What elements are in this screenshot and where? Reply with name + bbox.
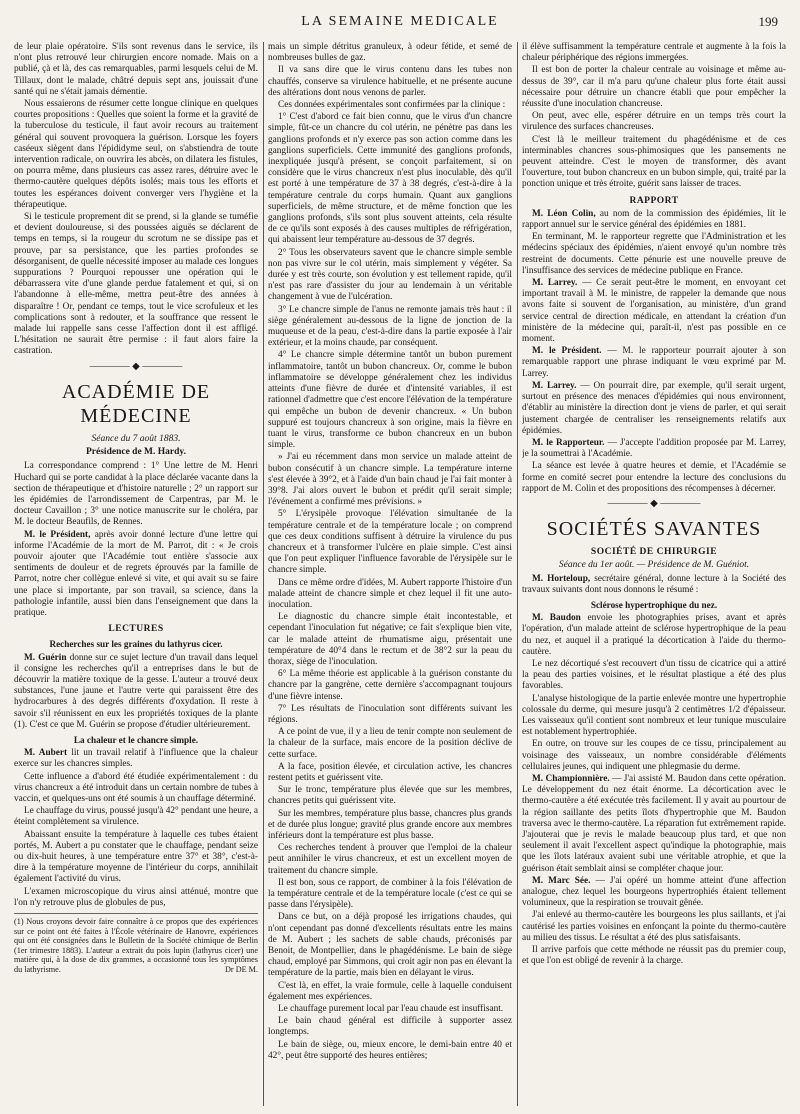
speaker-name: M. Larrey. xyxy=(532,380,577,391)
speaker-name: M. le Président, xyxy=(24,529,91,540)
column-left xyxy=(14,42,258,1106)
speech-text: lit un travail relatif à l'influence que la chaleur exerce sur les chancres simples. xyxy=(14,748,258,770)
paragraph: 7° Les résultats de l'inoculation sont différents suivant les régions. xyxy=(268,703,512,725)
paragraph: il élève suffisamment la température centrale et augmente à la fois la chaleur périphérique des régions immergées. xyxy=(522,42,786,64)
speaker-name: M. Aubert xyxy=(24,748,68,759)
paragraph xyxy=(522,438,786,460)
paragraph xyxy=(522,278,786,345)
paragraph: Dans ce but, on a déjà proposé les irrigations chaudes, qui n'ont cependant pas donné d'excellents résultats entre les mains de M. Aubert ; les sachets de sable chauds, préconisés par Benoit, de Montpellier, dans le phagédénisme. Le bain de siège chaud, employé par Simmons, qui croit agir non pas en élevant la température de la partie, mais bien en délayant le virus. xyxy=(268,912,512,979)
paragraph xyxy=(14,530,258,620)
paragraph: de leur plaie opératoire. S'ils sont revenus dans le service, ils n'ont plus retrouvé leur chirurgien encore nomade. Mais on a publié, çà et là, des cas remarquables, parmi lesquels celui de M. Tillaux, dont le malade, châtré depuis sept ans, jouissait d'une santé qui ne s'était jamais démentie. xyxy=(14,42,258,97)
paragraph: 6° La même théorie est applicable à la guérison constante du chancre par la gangrène, cette dernière s'accompagnant toujours d'une fièvre intense. xyxy=(268,669,512,702)
paragraph: Si le testicule proprement dit se prend, si la glande se tuméfie et devient douloureuse, si des poussées aiguës se déclarent de temps en temps, si la rougeur du scrotum ne se dissipe pas et prouve, par sa persistance, que les parties profondes se désorganisent, de quelle nécessité imposer au malade ces longues suppurations ? Pourquoi repousser une opération qui le débarrassera vite d'une glande perdue fatalement et qui, si on l'abandonne à elle-même, mettra peut-être des années à disparaître ! Or, pendant ce temps, tout le vice scrofuleux et les complications sont à redouter, et la souffrance que ressent le malade lui rappelle sans cesse l'affection dont il est affligé. L'hésitation ne saurait être permise : il faut alors faire la castration. xyxy=(14,212,258,357)
paragraph: mais un simple détritus granuleux, à odeur fétide, et semé de nombreuses bulles de gaz. xyxy=(268,42,512,64)
subheading-sclerose: Sclérose hypertrophique du nez. xyxy=(590,599,718,610)
paragraph xyxy=(522,613,786,658)
paragraph xyxy=(522,876,786,910)
paragraph: Le chauffage purement local par l'eau chaude est insuffisant. xyxy=(278,1004,504,1015)
paragraph: L'analyse histologique de la partie enlevée montre une hypertrophie colossale du derme, qui mesure jusqu'à 2 centimètres 1/2 d'épaisseur. Les vaisseaux qu'il contient sont nombreux et leur tunique musculaire est notablement hypertrophiée. xyxy=(522,693,786,738)
paragraph: 4° Le chancre simple détermine tantôt un bubon purement inflammatoire, tantôt un bubon chancreux. Or, comme le bubon inflammatoire se développe généralement chez les individus atteints d'une fièvre de durée et d'intensité variables, il est rationnel d'admettre que c'est encore l'élévation de la température qui empêche un bubon de devenir chancreux. « Un bubon suppuré est toujours chancreux à son origine, mais la fièvre en tuant le virus, transforme ce bubon chancreux en un bubon simple. xyxy=(268,350,512,451)
journal-title: LA SEMAINE MEDICALE xyxy=(301,14,499,29)
subheading-chaleur: La chaleur et le chancre simple. xyxy=(73,734,199,745)
seance-date: Séance du 7 août 1883. xyxy=(91,433,181,444)
speech-text: — J'ai assisté M. Baudon dans cette opération. Le développement du nez était énorme. La décortication avec le thermo-cautère a été exécutée très facilement. Il y avait au pourtour de la région saillante des petits îlots d'hypertrophie que M. Baudon traversa avec le thermo-cautère. La réparation fut extrêmement rapide. J'ajouterai que je revis le malade beaucoup plus tard, et que non seulement il avait l'excellent aspect qu'indique la photographie, mais que les îlots latéraux avaient subi une véritable atrophie, et que la guérison était semblait ainsi se compléter chaque jour. xyxy=(522,773,786,874)
speaker-name: M. Larrey. xyxy=(532,278,578,289)
speaker-name: M. le Président. xyxy=(532,346,602,357)
speaker-name: M. Léon Colin, xyxy=(532,208,596,219)
paragraph xyxy=(522,346,786,380)
paragraph: Abaissant ensuite la température à laquelle ces tubes étaient portés, M. Aubert a pu constater que le chauffage, pendant seize ou dix-huit heures, à une température entre 37° et 38°, c'est-à-dire à la température moyenne de l'intérieur du corps, annihilait également l'activité du virus. xyxy=(14,829,258,885)
paragraph: Nous essaierons de résumer cette longue clinique en quelques courtes propositions : Quelles que soient la forme et la gravité de la tuberculose du testicule, il faut avoir recours au traitement général qui souvent provoquera la guérison. Lorsque les foyers caséeux siègent dans l'épididyme seul, on s'abstiendra de toute intervention radicale, on ouvrira les abcès, on dilatera les fistules, on pourra même, dans plusieurs cas assez rares, détruire avec le thermo-cautère quelques dépôts isolés; mais tous les efforts et toutes les espérances doivent converger vers l'hygiène et la thérapeutique. xyxy=(14,99,258,210)
speaker-name: M. Marc Sée. xyxy=(532,875,591,886)
speech-text: donne sur ce sujet lecture d'un travail dans lequel il consigne les recherches qu'il a entreprises dans le but de découvrir la matière toxique de la gesse. L'auteur a trouvé deux substances, l'une jaune et l'autre verte qui paraissent être des hydrocarbures à des degrés différents d'oxydation. Il reste à savoir s'il réunissent en eux les propriétés toxiques de la plante (1). C'est ce que M. Guérin se propose d'étudier ultérieurement. xyxy=(14,652,258,730)
section-title-societes: SOCIÉTÉS SAVANTES xyxy=(546,518,762,541)
subheading-rapport: RAPPORT xyxy=(629,195,679,206)
paragraph: On peut, avec elle, espérer détruire en un temps très court la virulence des surfaces chancreuses. xyxy=(522,111,786,133)
paragraph: Le bain chaud général est difficile à supporter assez longtemps. xyxy=(268,1016,512,1038)
paragraph: Le nez décortiqué s'est recouvert d'un tissu de cicatrice qui a attiré la peau des parties voisines, et le résultat plastique a été des plus favorables. xyxy=(522,658,786,692)
paragraph xyxy=(522,774,786,875)
paragraph: Il est bon de porter la chaleur centrale au voisinage et même au-dessus de 39°, car il m'a paru qu'une chaleur plus forte était aussi nécessaire pour détruire un chancre établi que pour empêcher la réussite d'une inoculation chancreuse. xyxy=(522,65,786,110)
speech-text: après avoir donné lecture d'une lettre qui informe l'Académie de la mort de M. Parrot, dit : « Je crois pouvoir ajouter que l'Académie tout entière s'associe aux sentiments de douleur et de regrets éprouvés par la famille de Parrot, notre cher collègue enlevé si vite, et qui avait su se faire une place si importante, par son travail, sa science, dans la pathologie infantile, aussi bien dans l'enseignement que dans la pratique. xyxy=(14,529,258,618)
section-divider: ———— ◆ ———— xyxy=(607,497,701,509)
paragraph: A ce point de vue, il y a lieu de tenir compte non seulement de la chaleur de la surface, mais encore de la position déclive de cette surface. xyxy=(268,727,512,760)
paragraph xyxy=(14,748,258,770)
speaker-name: M. Championnière. xyxy=(532,773,610,784)
paragraph: Le bain de siège, ou, mieux encore, le demi-bain entre 40 et 42°, peut être supporté des heures entières; xyxy=(268,1039,512,1061)
presidence: Présidence de M. Hardy. xyxy=(86,447,186,458)
paragraph: Dans ce même ordre d'idées, M. Aubert rapporte l'histoire d'un malade atteint de chancre simple et chez lequel il fit une auto-inoculation. xyxy=(268,577,512,610)
speech-text: — J'ai opéré un homme atteint d'une affection analogue, chez lequel les bourgeons hypertrophiés étaient tellement volumineux, que la respiration se trouvait gênée. xyxy=(522,875,786,909)
paragraph: J'ai enlevé au thermo-cautère les bourgeons les plus saillants, et j'ai cautérisé les parties voisines en enfonçant la pointe du thermo-cautère au milieu des tissus. Le résultat a été des plus satisfaisants. xyxy=(522,910,786,943)
speaker-name: M. Guérin xyxy=(24,652,67,663)
text-columns xyxy=(14,42,786,1106)
paragraph: L'examen microscopique du virus ainsi atténué, montre que l'on n'y retrouve plus de globules de pus, xyxy=(14,886,258,908)
paragraph: 5° L'érysipèle provoque l'élévation simultanée de la température centrale et de la température locale ; on comprend que ces deux conditions suffisent à détruire la virulence du pus chancreux et à transformer l'ulcère en plaie simple. C'est ainsi que l'on peut expliquer l'influence favorable de l'érysipèle sur le chancre simple. xyxy=(268,509,512,576)
paragraph: C'est là le meilleur traitement du phagédénisme et de ces interminables chancres sous-phimosiques que les pansements ne peuvent atteindre. C'est le moyen de transformer, dès avant l'ouverture, tout bubon chancreux en un bubon simple, qui, traité par la ponction unique et très étroite, guérit sans laisser de traces. xyxy=(522,134,786,190)
paragraph: La séance est levée à quatre heures et demie, et l'Académie se forme en comité secret pour entendre la lecture des conclusions du rapport de M. Colin et des propositions des récompenses à décerner. xyxy=(522,461,786,494)
speech-text: — M. le rapporteur pourrait ajouter à son remarquable rapport une phrase indiquant le vœu exprimé par M. Larrey. xyxy=(522,346,786,379)
paragraph: Le diagnostic du chancre simple était incontestable, et cependant l'inoculation fut négative; ce fait s'explique bien vite, car le malade atteint de rhumatisme aigu, présentait une température de 40°4 dans le rectum et de 38°2 sur la peau du thorax, siège de l'inoculation. xyxy=(268,612,512,667)
footnote xyxy=(14,913,258,975)
paragraph: La correspondance comprend : 1° Une lettre de M. Henri Huchard qui se porte candidat à la place déclarée vacante dans la section de thérapeutique et d'histoire naturelle ; 2° un rapport sur les épidémies de l'arrondissement de Carpentras, par M. le docteur Cavaillon ; 3° une notice manuscrite sur le choléra, par M. le docteur Beaufils, de Rennes. xyxy=(14,461,258,528)
page-header xyxy=(14,8,786,38)
speaker-name: M. Horteloup, xyxy=(532,573,591,584)
page-number: 199 xyxy=(758,14,778,29)
paragraph: A la face, position élevée, et circulation active, les chancres restent petits et guérissent vite. xyxy=(268,761,512,783)
footnote-signature: Dr DE M. xyxy=(225,964,258,974)
paragraph: Ces données expérimentales sont confirmées par la clinique : xyxy=(278,100,506,111)
speech-text: envoie les photographies prises, avant et après l'opération, d'un malade atteint de sclérose hypertrophique de la peau du nez, et auquel il a pratiqué la décortication à l'aide du thermo-cautère. xyxy=(522,613,786,657)
paragraph: Le chauffage du virus, poussé jusqu'à 42° pendant une heure, a éteint complètement sa virulence. xyxy=(14,806,258,828)
seance-date: Séance du 1er août. — Présidence de M. Guéniot. xyxy=(558,560,750,571)
footnote-text: (1) Nous croyons devoir faire connaître à ce propos que des expériences sur ce point ont été faites à l'École vétérinaire de Hanovre, expériences qui ont été consignées dans le Bulletin de la Société chimique de Berlin (1er trimestre 1883). L'auteur a extrait du pois lupin (lathyrus cicer) une matière qui, à la dose de dix grammes, a occasionné tous les symptômes du lathyrisme. xyxy=(14,917,258,974)
speech-text: au nom de la commission des épidémies, lit le rapport annuel sur le service général des épidémies en 1881. xyxy=(522,208,786,231)
paragraph: Il arrive parfois que cette méthode ne réussit pas du premier coup, et que l'on est obligé de revenir à la charge. xyxy=(522,945,786,967)
paragraph: Il est bon, sous ce rapport, de combiner à la fois l'élévation de la température centrale et de la température locale (c'est ce qui se passe dans l'érysipèle). xyxy=(268,877,512,911)
paragraph: En outre, on trouve sur les coupes de ce tissu, principalement au voisinage des vaisseaux, un nombre considérable d'éléments cellulaires jeunes, qui indiquent une phlegmasie du derme. xyxy=(522,739,786,772)
paragraph: 1° C'est d'abord ce fait bien connu, que le virus d'un chancre simple, fût-ce un chancre du col utérin, ne pénètre pas dans les ganglions profonds et n'y exerce pas son action comme dans les ganglions superficiels. Cette immunité des ganglions profonds, inexpliquée jusqu'à présent, se conçoit parfaitement, si on considère que le virus chancreux n'est plus inoculable, dès qu'il est porté à une température de 37 à 38 degrés, c'est-à-dire à la température centrale du corps humain. Quant aux ganglions superficiels, de même structure, et de même fonction que les ganglions profonds, s'ils sont plus souvent atteints, cela résulte de ce qu'ils sont exposés à des causes multiples de réfrigération, qui abaissent leur température au-dessous de 37 degrés. xyxy=(268,112,512,246)
section-divider: ———— ◆ ———— xyxy=(89,360,183,372)
paragraph xyxy=(522,381,786,437)
column-right xyxy=(522,42,786,1106)
paragraph: 3° Le chancre simple de l'anus ne remonte jamais très haut : il siège généralement au-dessous de la ligne de jonction de la muqueuse et de la peau, c'est-à-dire dans la partie exposée à l'air extérieur, et la moins chaude, par conséquent. xyxy=(268,304,512,349)
paragraph: Cette influence a d'abord été étudiée expérimentalement : du virus chancreux a été introduit dans un certain nombre de tubes à vaccin, et quelques-uns ont été soumis à un chauffage déterminé. xyxy=(14,771,258,804)
paragraph: Ces recherches tendent à prouver que l'emploi de la chaleur peut annihiler le virus chancreux, et est un excellent moyen de traitement du chancre simple. xyxy=(268,843,512,876)
paragraph: Il va sans dire que le virus contenu dans les tubes non chauffés, conserve sa virulence habituelle, et ne présente aucune des altérations dont nous venons de parler. xyxy=(268,65,512,98)
section-title-academie: ACADÉMIE DE MÉDECINE xyxy=(61,380,211,427)
column-middle xyxy=(268,42,512,1106)
speech-text: secrétaire général, donne lecture à la Société des travaux suivants dont nous donnons le résumé : xyxy=(522,573,786,595)
speech-text: — Ce serait peut-être le moment, en envoyant cet important travail à M. le ministre, de rappeler la demande que nous avons faite si souvent de l'organisation, au ministère, d'un grand service central de direction médicale, en attendant la création d'un ministère de la médecine qui, paraît-il, n'est pas possible en ce moment. xyxy=(522,278,786,345)
paragraph xyxy=(522,209,786,231)
speech-text: — J'accepte l'addition proposée par M. Larrey, je la soumettrai à l'Académie. xyxy=(522,437,786,460)
paragraph: Sur les membres, température plus basse, chancres plus grands et de durée plus longue; gravité plus grande encore aux membres inférieurs dont la température est plus basse. xyxy=(268,808,512,842)
column-rule xyxy=(517,42,518,1106)
speech-text: — On pourrait dire, par exemple, qu'il serait urgent, surtout en présence des menaces d'épidémies qui nous environnent, d'établir au ministère la direction dont je viens de parler, et qui serait justement chargée de centraliser les renseignements relatifs aux épidémies. xyxy=(522,380,786,436)
paragraph: 2° Tous les observateurs savent que le chancre simple semble non pas vivre sur le col utérin, mais simplement y végéter. Sa durée y est très courte, son évolution y est tellement rapide, qu'il n'est pas rare d'assister du jour au lendemain à un véritable changement à vue de l'ulcération. xyxy=(268,247,512,303)
column-rule xyxy=(263,42,264,1106)
paragraph: En terminant, M. le rapporteur regrette que l'Administration et les médecins spéciaux des épidémies, n'aient envoyé qu'un nombre très restreint de documents. Cette pénurie est une nouvelle preuve de l'insuffisance des services de médecine publique en France. xyxy=(522,232,786,276)
subheading-lathyrus: Recherches sur les graines du lathyrus cicer. xyxy=(49,639,223,650)
paragraph: C'est là, en effet, la vraie formule, celle à laquelle conduisent également mes expériences. xyxy=(268,980,512,1002)
paragraph: Sur le tronc, température plus élevée que sur les membres, chancres petits qui guérissent vite. xyxy=(268,785,512,807)
paragraph xyxy=(14,653,258,731)
subheading-lectures: LECTURES xyxy=(108,624,164,635)
paragraph xyxy=(522,574,786,596)
speaker-name: M. le Rapporteur. xyxy=(532,437,605,448)
speaker-name: M. Baudon xyxy=(532,613,581,624)
subheading-chirurgie: SOCIÉTÉ DE CHIRURGIE xyxy=(590,547,718,558)
paragraph: » J'ai eu récemment dans mon service un malade atteint de bubon consécutif à un chancre simple. La température interne s'est élevée à 39°2, et à l'aide d'un bain chaud je l'ai fait monter à 39°8. J'ai alors ouvert le bubon et prédit qu'il serait simple; l'événement a confirmé mes prévisions. » xyxy=(268,452,512,508)
